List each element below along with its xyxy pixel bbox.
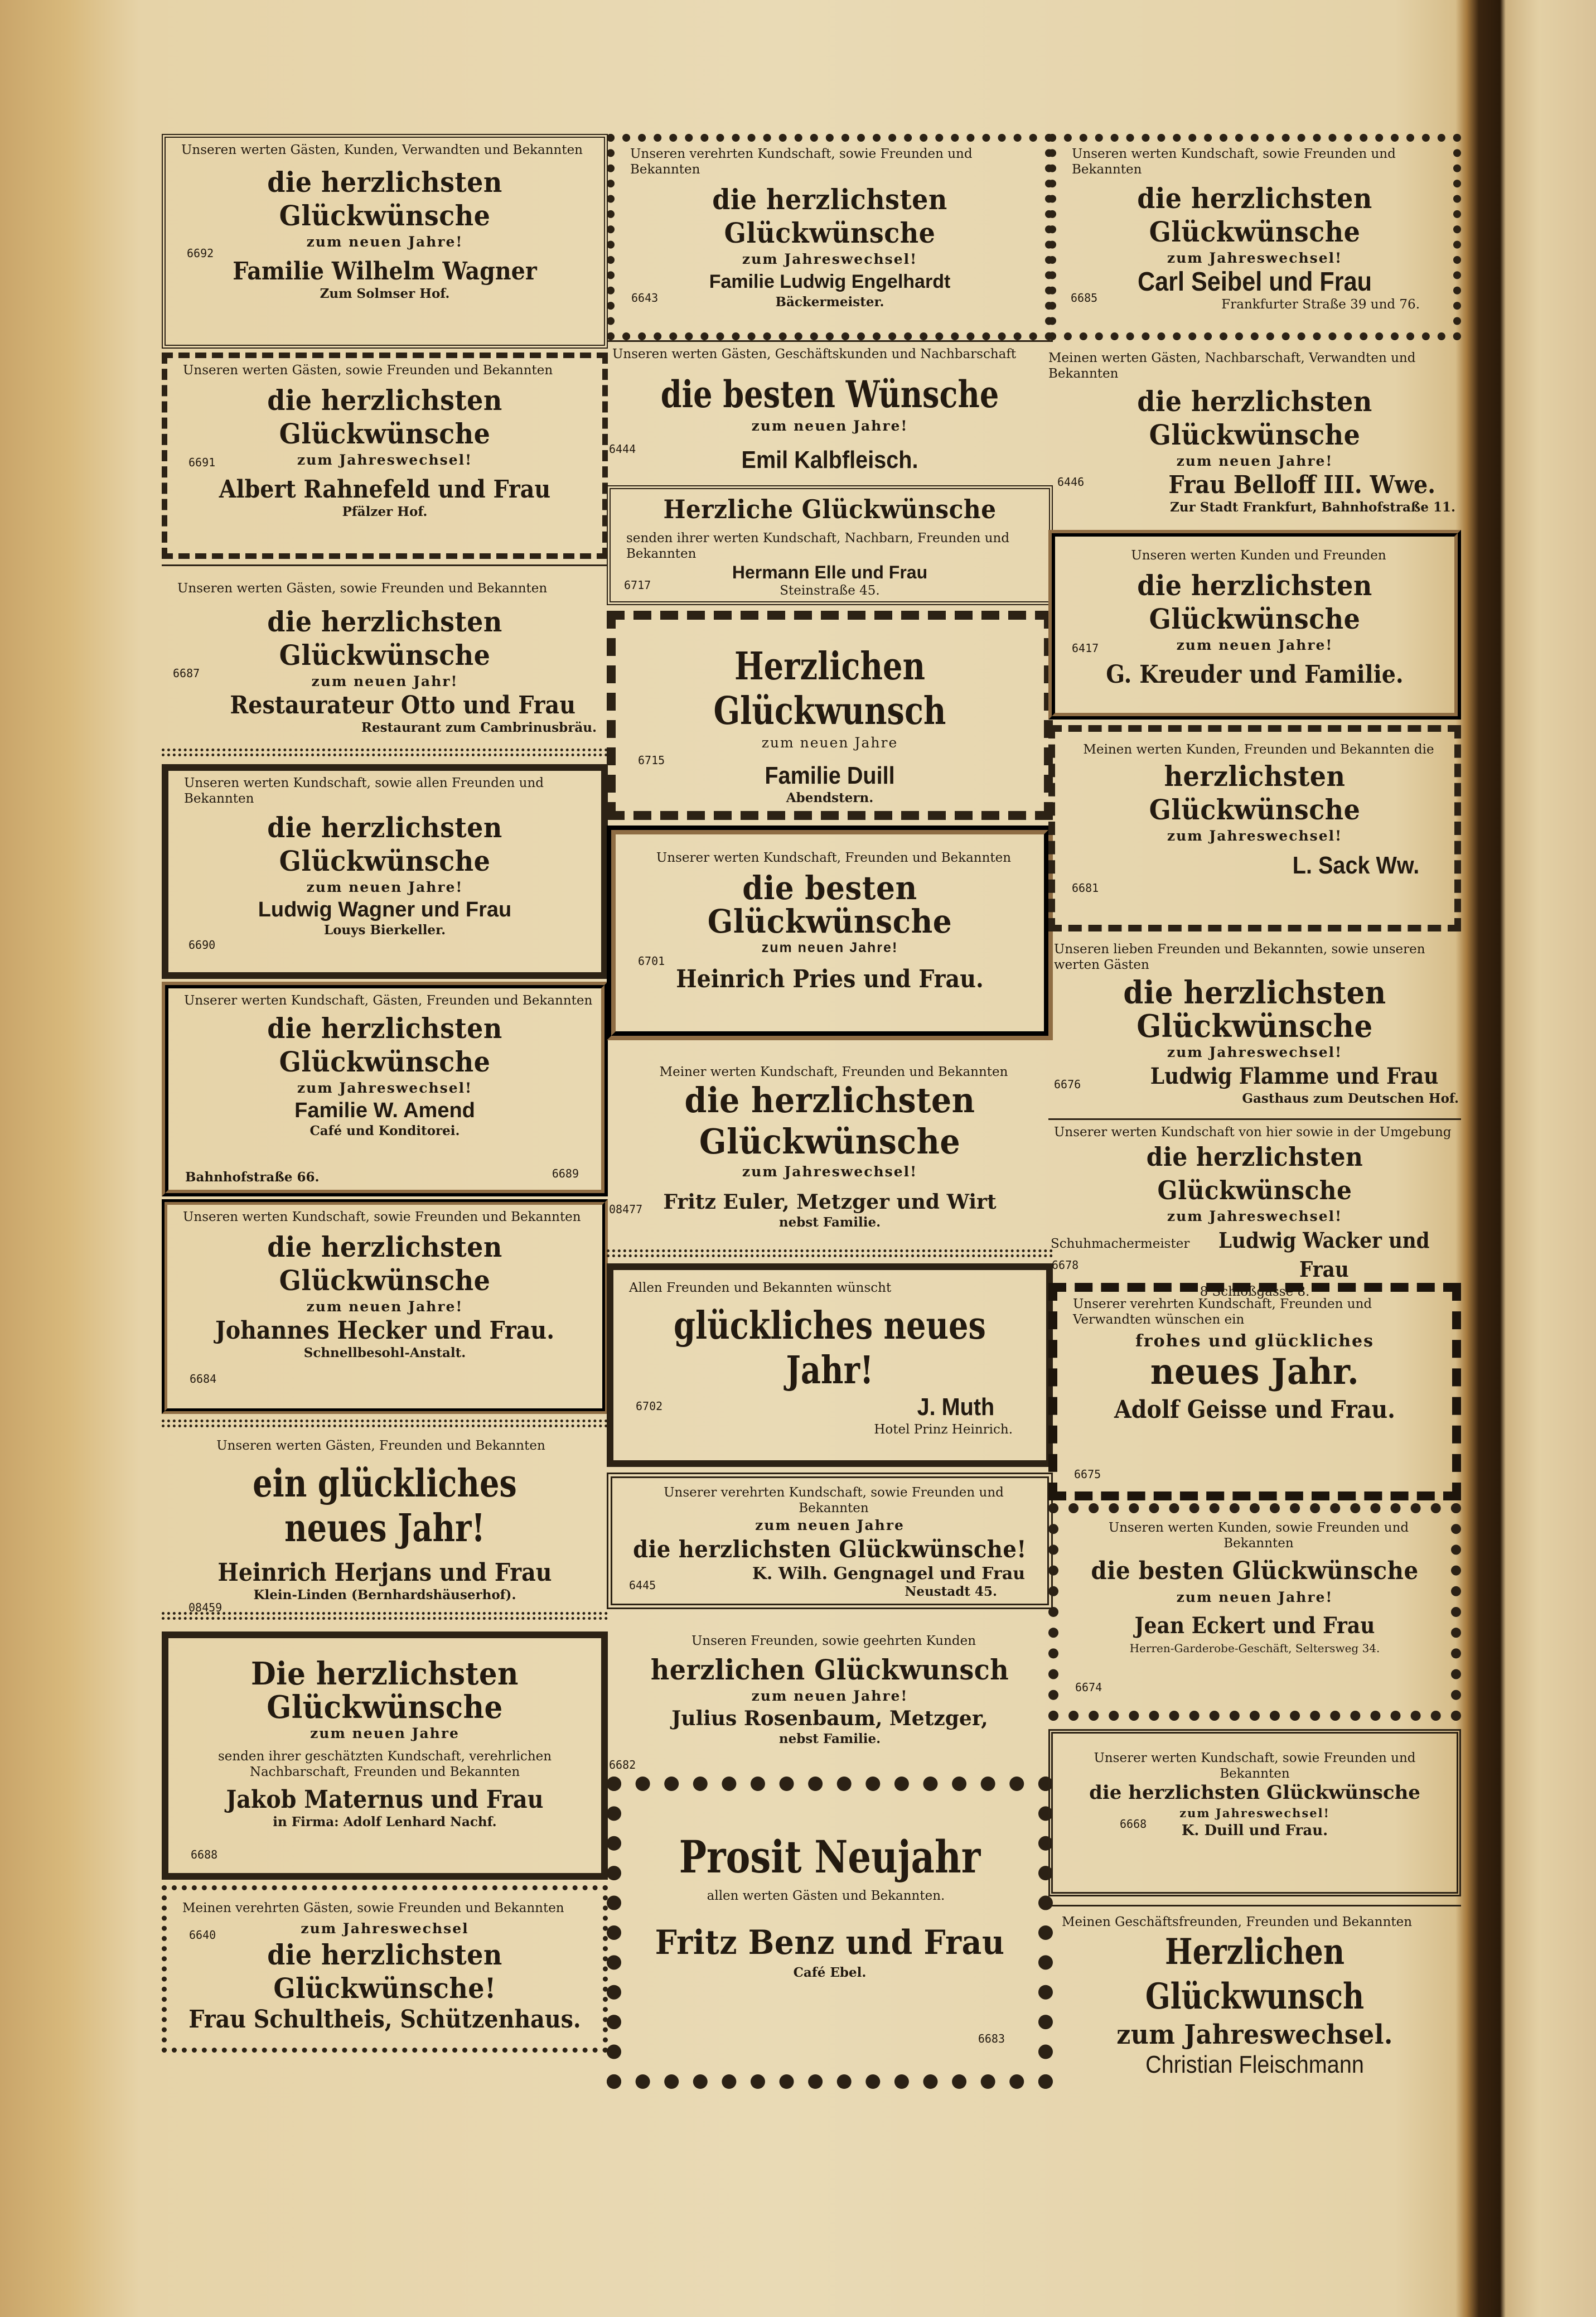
ad-k-duill	[1048, 1729, 1461, 1896]
ad-line: Café und Konditorei.	[309, 1123, 460, 1138]
ad-name: Heinrich Pries und Frau.	[676, 965, 984, 993]
ad-pries	[607, 826, 1053, 1040]
ad-subline: zum neuen Jahre!	[306, 879, 463, 895]
ad-subline: zum neuen Jahre!	[1176, 1589, 1333, 1605]
ad-name: Albert Rahnefeld und Frau	[219, 475, 551, 504]
ad-herjans	[162, 1433, 608, 1618]
ad-subline: zum Jahreswechsel.	[1116, 2019, 1393, 2050]
ad-rosenbaum	[607, 1629, 1053, 1779]
ad-intro: Unserer verehrten Kundschaft, sowie Freunden und Bekannten	[664, 1485, 1004, 1515]
ad-flamme	[1048, 937, 1461, 1118]
ad-name: L. Sack Ww.	[1292, 852, 1420, 879]
ad-headline: Herzliche Glückwünsche	[663, 494, 997, 524]
ad-line: Klein-Linden (Bernhardshäuserhof).	[253, 1587, 516, 1602]
ad-intro: Meinen werten Kunden, Freunden und Bekannten die	[1083, 742, 1434, 757]
ad-number: 6445	[629, 1579, 656, 1592]
ornament-divider	[162, 1420, 608, 1427]
ad-number: 6678	[1052, 1258, 1079, 1272]
ad-subline: zum neuen Jahre!	[306, 1299, 463, 1315]
ad-intro: Unserer werten Kundschaft, Gästen, Freunden und Bekannten	[184, 993, 593, 1008]
ad-intro: Unseren werten Gästen, Kunden, Verwandten und Bekannten	[181, 143, 583, 157]
ornament-divider	[162, 749, 608, 756]
ad-headline: die herzlichsten Glückwünsche	[267, 811, 502, 877]
ad-number: 6717	[624, 578, 651, 592]
ad-line: nebst Familie.	[778, 1731, 881, 1746]
ad-subline: zum neuen Jahre!	[1176, 637, 1333, 653]
ad-headline: die herzlichsten Glückwünsche	[1146, 1142, 1363, 1205]
ad-intro: Meinen Geschäftsfreunden, Freunden und Bekannten	[1062, 1915, 1413, 1929]
ad-intro: Allen Freunden und Bekannten wünscht	[629, 1281, 892, 1295]
ad-number: 6690	[188, 938, 216, 952]
ad-headline: die herzlichsten Glückwünsche	[267, 605, 502, 672]
ad-number: 6640	[189, 1928, 216, 1942]
ad-line: Hotel Prinz Heinrich.	[874, 1422, 1013, 1437]
ad-rahnefeld	[162, 353, 608, 559]
ad-headline: die herzlichsten Glückwünsche	[267, 1012, 502, 1078]
ad-intro: senden ihrer werten Kundschaft, Nachbarn, Freunden und Bekannten	[626, 531, 1010, 561]
ad-intro: Unseren verehrten Kundschaft, sowie Freunden und Bekannten	[630, 147, 973, 177]
ad-name: K. Wilh. Gengnagel und Frau	[752, 1564, 1025, 1584]
ad-eckert	[1048, 1503, 1461, 1721]
ad-number: 6685	[1071, 291, 1098, 305]
ad-headline: Die herzlichsten Glückwünsche	[251, 1655, 519, 1726]
ad-belloff	[1048, 346, 1461, 530]
ad-subline: zum neuen Jahre	[310, 1725, 460, 1741]
ad-subline: zum neuen Jahre!	[306, 234, 463, 250]
ad-subline: zum Jahreswechsel!	[1167, 250, 1343, 266]
ad-intro: Meiner werten Kundschaft, Freunden und Bekannten	[659, 1065, 1008, 1079]
ad-name: J. Muth	[917, 1393, 995, 1421]
ad-headline: Prosit Neujahr	[679, 1831, 981, 1883]
ad-subline: zum neuen Jahre!	[751, 1688, 908, 1704]
ad-name: Fritz Benz und Frau	[655, 1923, 1005, 1962]
ad-line: in Firma: Adolf Lenhard Nachf.	[273, 1814, 497, 1830]
ad-name: Hermann Elle und Frau	[732, 562, 928, 582]
ad-elle	[607, 485, 1053, 605]
ad-intro: Unseren lieben Freunden und Bekannten, sowie unseren werten Gästen	[1054, 942, 1425, 972]
ad-number: 6446	[1057, 475, 1085, 489]
ad-gengnagel	[607, 1473, 1053, 1609]
ornament-divider	[162, 1612, 608, 1620]
ad-intro: Unseren werten Kundschaft, sowie Freunden und Bekannten	[183, 1210, 581, 1224]
ad-amend	[162, 982, 608, 1196]
ad-line: Zum Solmser Hof.	[320, 286, 450, 301]
ad-name: G. Kreuder und Familie.	[1106, 660, 1404, 689]
ad-headline: die herzlichsten Glückwünsche	[267, 384, 502, 450]
ad-line: Steinstraße 45.	[780, 583, 880, 598]
ad-benz	[607, 1777, 1053, 2089]
ornament-divider	[607, 1249, 1053, 1257]
ad-muth	[607, 1263, 1053, 1467]
ad-name: Familie W. Amend	[294, 1099, 475, 1122]
ad-number: 6684	[190, 1372, 217, 1386]
ad-euler	[607, 1060, 1053, 1249]
ad-wagner	[162, 134, 608, 349]
ad-number: 6668	[1120, 1817, 1147, 1831]
ad-intro: Meinen werten Gästen, Nachbarschaft, Verwandten und Bekannten	[1048, 351, 1416, 381]
ad-intro: Unserer werten Kundschaft von hier sowie in der Umgebung	[1054, 1125, 1452, 1140]
ad-subline: zum Jahreswechsel!	[297, 452, 473, 468]
ad-number: 6701	[638, 954, 665, 968]
ad-intro: senden ihrer geschätzten Kundschaft, verehrlichen Nachbarschaft, Freunden und Bekannten	[217, 1749, 552, 1779]
ad-maternus	[162, 1631, 608, 1880]
ad-headline: die herzlichsten Glückwünsche	[1123, 974, 1386, 1045]
ad-subline: zum Jahreswechsel!	[742, 1164, 918, 1180]
ad-intro: Unserer werten Kundschaft, sowie Freunden und Bekannten	[1094, 1751, 1416, 1781]
ad-subline: zum Jahreswechsel!	[297, 1080, 473, 1096]
ad-name: Christian Fleischmann	[1145, 2051, 1364, 2078]
ad-headline: die herzlichsten Glückwünsche!	[267, 1938, 502, 2005]
ad-line: Louys Bierkeller.	[323, 923, 446, 938]
ad-subline: zum Jahreswechsel!	[742, 251, 918, 267]
ad-intro: Unseren Freunden, sowie geehrten Kunden	[691, 1634, 976, 1648]
ad-prefix: Schuhmachermeister	[1051, 1237, 1190, 1251]
ad-line: Gasthaus zum Deutschen Hof.	[1242, 1091, 1459, 1106]
ad-headline: ein glückliches neues Jahr!	[253, 1461, 517, 1551]
ad-subline: zum neuen Jahr!	[311, 673, 458, 689]
ad-headline: die besten Glückwünsche	[1091, 1557, 1419, 1585]
ad-seibel	[1048, 134, 1461, 340]
ad-headline: neues Jahr.	[1150, 1351, 1360, 1393]
ad-line: nebst Familie.	[778, 1215, 881, 1230]
ad-number: 6715	[638, 754, 665, 767]
ad-name: Carl Seibel und Frau	[1137, 267, 1372, 297]
ad-name: Johannes Hecker und Frau.	[215, 1316, 555, 1345]
ad-intro: Unseren werten Gästen, Freunden und Bekannten	[216, 1439, 545, 1453]
ad-address: Bahnhofstraße 66.	[185, 1170, 320, 1185]
ad-intro: Unseren werten Kunden und Freunden	[1131, 548, 1386, 563]
ad-name: Adolf Geisse und Frau.	[1114, 1396, 1395, 1424]
ad-number: 6682	[609, 1758, 636, 1771]
ad-number: 6674	[1075, 1681, 1102, 1694]
ad-number: 6691	[188, 456, 216, 469]
ad-headline: die besten Wünsche	[660, 373, 999, 416]
ad-geisse	[1048, 1283, 1461, 1500]
ad-intro: Meinen verehrten Gästen, sowie Freunden und Bekannten	[182, 1901, 564, 1915]
ad-fleischmann	[1048, 1905, 1461, 2094]
ad-number: 6643	[631, 291, 659, 305]
ad-headline: die herzlichsten Glückwünsche	[267, 166, 502, 232]
ad-line: 8 Schloßgasse 8.	[1200, 1285, 1310, 1299]
ad-headline: glückliches neues Jahr!	[674, 1304, 986, 1393]
ad-number: 6687	[173, 667, 200, 680]
ad-headline: die herzlichsten Glückwünsche	[267, 1230, 502, 1297]
ad-subline: zum Jahreswechsel!	[1167, 828, 1343, 844]
ad-name: Fritz Euler, Metzger und Wirt	[663, 1190, 997, 1214]
ad-number: 08459	[188, 1601, 223, 1614]
ad-name: Heinrich Herjans und Frau	[217, 1558, 552, 1587]
ad-name: Familie Ludwig Engelhardt	[709, 271, 951, 292]
ad-intro: Unseren werten Gästen, Geschäftskunden und Nachbarschaft	[612, 347, 1017, 361]
ad-name: Jakob Maternus und Frau	[226, 1785, 544, 1814]
ad-intro: Unseren werten Kundschaft, sowie Freunden und Bekannten	[1072, 147, 1396, 177]
ad-ludwig-wagner	[162, 764, 608, 979]
ad-line: Café Ebel.	[793, 1965, 867, 1980]
ad-name: Familie Duill	[765, 762, 895, 789]
ad-headline: die herzlichsten Glückwünsche	[712, 183, 947, 249]
ad-wacker	[1048, 1118, 1461, 1299]
ad-line: Herren-Garderobe-Geschäft, Seltersweg 34.	[1129, 1642, 1380, 1655]
ad-line: Abendstern.	[786, 790, 874, 805]
ad-headline: die herzlichsten Glückwünsche	[1137, 569, 1372, 635]
ad-number: 6676	[1054, 1078, 1081, 1091]
ad-name: Julius Rosenbaum, Metzger,	[671, 1707, 988, 1730]
ad-number: 08477	[609, 1203, 643, 1216]
ad-intro: Unseren werten Kundschaft, sowie allen Freunden und Bekannten	[184, 776, 544, 806]
ad-intro: Unseren werten Kunden, sowie Freunden und Bekannten	[1108, 1520, 1409, 1551]
ad-headline: herzlichen Glückwunsch	[650, 1653, 1009, 1686]
ad-name: Familie Wilhelm Wagner	[233, 257, 537, 286]
ad-line: Zur Stadt Frankfurt, Bahnhofstraße 11.	[1170, 500, 1455, 515]
ad-subline: zum neuen Jahre	[761, 735, 898, 751]
ad-subline: zum neuen Jahre!	[761, 940, 898, 955]
ad-line: Restaurant zum Cambrinusbräu.	[361, 720, 597, 735]
ad-intro: Unseren werten Gästen, sowie Freunden und Bekannten	[177, 581, 548, 596]
ad-intro: Unserer werten Kundschaft, Freunden und Bekannten	[656, 851, 1012, 865]
ad-subline: zum Jahreswechsel!	[1167, 1044, 1343, 1060]
ad-sack	[1048, 725, 1461, 931]
ad-headline: Herzlichen Glückwunsch	[713, 644, 946, 733]
ad-headline: die herzlichsten Glückwünsche	[1089, 1782, 1420, 1804]
ad-line: Neustadt 45.	[905, 1584, 997, 1599]
ad-number: 6683	[978, 2032, 1005, 2045]
ad-headline: Herzlichen Glückwunsch	[1145, 1931, 1365, 2017]
ad-headline: die herzlichsten Glückwünsche	[684, 1080, 975, 1162]
ad-number: 6702	[636, 1399, 663, 1413]
ad-headline: die herzlichsten Glückwünsche	[1137, 385, 1372, 451]
ad-schultheis	[162, 1885, 608, 2053]
ad-line: Pfälzer Hof.	[342, 504, 428, 519]
ad-subline: frohes und glückliches	[1135, 1331, 1375, 1351]
ad-name: Jean Eckert und Frau	[1134, 1613, 1375, 1639]
ad-duill	[607, 611, 1053, 820]
ad-headline: herzlichsten Glückwünsche	[1149, 760, 1361, 826]
ad-number: 6444	[609, 442, 636, 456]
ad-name: Ludwig Flamme und Frau	[1150, 1063, 1439, 1089]
ad-subline: zum Jahreswechsel	[301, 1920, 469, 1937]
ad-otto	[162, 564, 608, 749]
ad-name: Frau Belloff III. Wwe.	[1168, 471, 1435, 499]
ad-name: Frau Schultheis, Schützenhaus.	[188, 2005, 581, 2034]
ad-name: Emil Kalbfleisch.	[741, 446, 918, 474]
ad-subline: zum Jahreswechsel!	[1167, 1208, 1343, 1224]
ad-line: Schnellbesohl-Anstalt.	[303, 1345, 466, 1360]
ad-intro: Unseren werten Gästen, sowie Freunden und Bekannten	[183, 363, 553, 378]
ad-name: Ludwig Wagner und Frau	[258, 898, 512, 921]
ad-headline: die besten Glückwünsche	[707, 869, 952, 940]
ad-intro: allen werten Gästen und Bekannten.	[707, 1889, 945, 1903]
ad-number: 6688	[191, 1848, 218, 1861]
ad-number: 6689	[552, 1167, 579, 1180]
ad-intro: Unserer verehrten Kundschaft, Freunden und Verwandten wünschen ein	[1073, 1297, 1372, 1327]
ad-line: Frankfurter Straße 39 und 76.	[1221, 297, 1420, 312]
ad-headline: die herzlichsten Glückwünsche	[1137, 182, 1372, 248]
ad-name: K. Duill und Frau.	[1181, 1822, 1328, 1839]
ad-name: Restaurateur Otto und Frau	[230, 691, 575, 720]
ad-subline: zum neuen Jahre!	[751, 418, 908, 434]
ad-subline: zum Jahreswechsel!	[1179, 1806, 1330, 1820]
ad-headline: die herzlichsten Glückwünsche!	[633, 1536, 1027, 1563]
ad-engelhardt	[607, 134, 1053, 340]
ad-number: 6417	[1072, 641, 1099, 655]
ad-subline: zum neuen Jahre!	[1176, 453, 1333, 469]
ad-hecker	[162, 1199, 608, 1414]
ad-line: Bäckermeister.	[775, 295, 884, 310]
ad-number: 6681	[1072, 881, 1099, 895]
ad-kreuder	[1048, 530, 1461, 720]
ad-number: 6692	[187, 247, 214, 260]
ad-number: 6675	[1074, 1468, 1101, 1481]
ad-subline: zum neuen Jahre	[755, 1517, 905, 1533]
ad-name: Ludwig Wacker und Frau	[1218, 1228, 1430, 1282]
